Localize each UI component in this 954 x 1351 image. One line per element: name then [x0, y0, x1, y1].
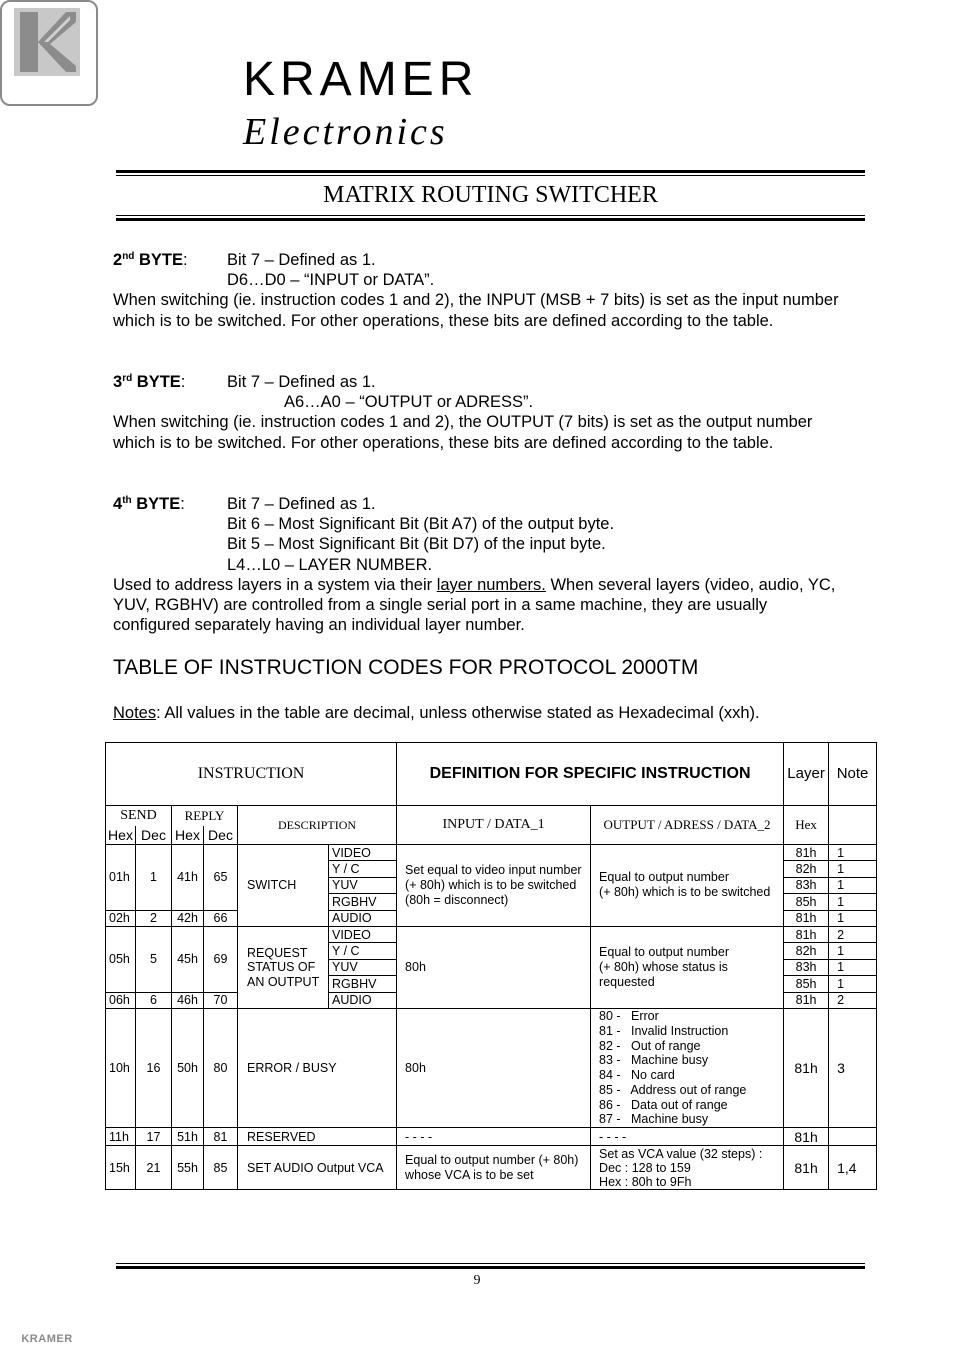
layer-header: Layer: [784, 743, 829, 806]
send-hex-header: Hex: [106, 826, 136, 845]
layer-hex-header: Hex: [784, 806, 829, 845]
header-rule-top: [116, 170, 865, 173]
reserved-reply-dec: 81: [204, 1128, 238, 1146]
description-header: DESCRIPTION: [238, 806, 397, 845]
error-output-codes: 80 - Error 81 - Invalid Instruction 82 - Out of range 83 - Machine busy 84 - No card 85 - Address out of range 86 - Data out of range 87 - Machine busy: [591, 1008, 784, 1127]
byte4-para-a: Used to address layers in a system via their: [113, 575, 437, 594]
byte3-section: [113, 372, 843, 453]
reserved-input-data: - - - -: [397, 1128, 591, 1146]
vca-send-dec: 21: [136, 1146, 172, 1190]
byte4-paragraph: [113, 575, 843, 636]
vca-reply-hex: 55h: [172, 1146, 204, 1190]
error-reply-dec: 80: [204, 1008, 238, 1127]
status-layer-note: 2: [829, 926, 877, 942]
status-audio-send-dec: 6: [136, 992, 172, 1008]
status-send-hex: 05h: [106, 926, 136, 992]
byte4-line2: Bit 6 – Most Significant Bit (Bit A7) of the output byte.: [227, 515, 615, 534]
header-rule-bottom-thin: [116, 215, 865, 216]
status-layer-name: AUDIO: [329, 992, 397, 1008]
vca-send-hex: 15h: [106, 1146, 136, 1190]
document-title: MATRIX ROUTING SWITCHER: [323, 182, 658, 208]
status-layer-name: RGBHV: [329, 976, 397, 992]
brand-name: KRAMER: [243, 53, 479, 106]
switch-description: SWITCH: [238, 845, 329, 927]
switch-layer-note: 1: [829, 861, 877, 877]
status-audio-reply-dec: 70: [204, 992, 238, 1008]
switch-layer-note: 1: [829, 845, 877, 861]
kramer-logo: [0, 0, 98, 1345]
switch-layer-note: 1: [829, 877, 877, 893]
byte3-line2: A6…A0 – “OUTPUT or ADRESS”.: [284, 393, 534, 412]
status-layer-name: VIDEO: [329, 926, 397, 942]
switch-audio-send-hex: 02h: [106, 910, 136, 926]
error-layer-hex: 81h: [784, 1008, 829, 1127]
footer-rule-thin: [116, 1263, 865, 1264]
byte3-colon: :: [180, 373, 186, 391]
byte4-para-b: When several layers (video, audio, YC, YUV, RGBHV) are controlled from a single serial port in a same machine, they are usually configured separately having an individual layer number.: [113, 575, 836, 635]
status-layer-hex: 83h: [784, 959, 829, 975]
page-number: 9: [473, 1273, 481, 1288]
switch-layer-hex: 83h: [784, 877, 829, 893]
reply-header: REPLY: [172, 806, 238, 826]
status-layer-hex: 85h: [784, 976, 829, 992]
byte3-sup: rd: [122, 373, 133, 384]
status-layer-name: Y / C: [329, 943, 397, 959]
reply-dec-header: Dec: [204, 826, 238, 845]
status-audio-reply-hex: 46h: [172, 992, 204, 1008]
instruction-header: INSTRUCTION: [106, 743, 397, 806]
byte2-paragraph: When switching (ie. instruction codes 1 and 2), the INPUT (MSB + 7 bits) is set as the input number which is to be switched. For other operations, these bits are defined according to the table.: [113, 291, 839, 330]
switch-send-dec: 1: [136, 845, 172, 911]
output-data-header: OUTPUT / ADRESS / DATA_2: [591, 806, 784, 845]
byte2-bit7: Bit 7 – Defined as 1.: [227, 251, 376, 269]
instruction-codes-table: [105, 742, 877, 1190]
error-send-hex: 10h: [106, 1008, 136, 1127]
status-layer-note: 1: [829, 943, 877, 959]
switch-audio-send-dec: 2: [136, 910, 172, 926]
byte4-num: 4: [113, 495, 123, 513]
switch-audio-reply-hex: 42h: [172, 910, 204, 926]
reserved-layer-hex: 81h: [784, 1128, 829, 1146]
status-description: REQUEST STATUS OF AN OUTPUT: [238, 926, 329, 1008]
byte4-bit7: Bit 7 – Defined as 1.: [227, 495, 376, 513]
switch-layer-hex: 82h: [784, 861, 829, 877]
switch-input-data: Set equal to video input number (+ 80h) which is to be switched (80h = disconnect): [397, 845, 591, 927]
status-layer-hex: 82h: [784, 943, 829, 959]
status-reply-dec: 69: [204, 926, 238, 992]
status-reply-hex: 45h: [172, 926, 204, 992]
status-send-dec: 5: [136, 926, 172, 992]
switch-reply-dec: 65: [204, 845, 238, 911]
note-subheader: [829, 806, 877, 845]
switch-layer-name: RGBHV: [329, 894, 397, 910]
logo-wordmark: KRAMER: [21, 1333, 73, 1345]
status-layer-note: 1: [829, 959, 877, 975]
byte2-line1: [113, 250, 843, 270]
switch-layer-hex: 81h: [784, 845, 829, 861]
switch-layer-name: AUDIO: [329, 910, 397, 926]
error-reply-hex: 50h: [172, 1008, 204, 1127]
input-data-header: INPUT / DATA_1: [397, 806, 591, 845]
switch-layer-name: VIDEO: [329, 845, 397, 861]
table-header-row-2: [106, 806, 877, 826]
error-note: 3: [829, 1008, 877, 1127]
byte2-num: 2: [113, 251, 123, 269]
byte3-line1: [113, 372, 843, 392]
switch-layer-name: Y / C: [329, 861, 397, 877]
status-layer-note: 1: [829, 976, 877, 992]
table-row: [106, 926, 877, 942]
header-rule-top-thin: [116, 175, 865, 176]
switch-layer-note: 1: [829, 910, 877, 926]
switch-layer-hex: 85h: [784, 894, 829, 910]
byte4-line4: L4…L0 – LAYER NUMBER.: [227, 555, 433, 574]
reserved-send-dec: 17: [136, 1128, 172, 1146]
byte4-colon: :: [180, 495, 185, 513]
status-layer-hex: 81h: [784, 992, 829, 1008]
byte3-num: 3: [113, 373, 123, 391]
byte4-section: [113, 494, 843, 635]
byte4-line1: [113, 494, 843, 514]
header-rule-bottom: [116, 218, 865, 221]
table-row: [106, 1128, 877, 1146]
error-description: ERROR / BUSY: [238, 1008, 397, 1127]
table-header-row-1: [106, 743, 877, 806]
byte4-word: BYTE: [131, 495, 181, 513]
status-layer-note: 2: [829, 992, 877, 1008]
switch-audio-reply-dec: 66: [204, 910, 238, 926]
byte2-sup: nd: [122, 251, 135, 262]
reply-hex-header: Hex: [172, 826, 204, 845]
vca-note: 1,4: [829, 1146, 877, 1190]
table-heading: TABLE OF INSTRUCTION CODES FOR PROTOCOL 2000TM: [113, 656, 699, 679]
byte2-line2: D6…D0 – “INPUT or DATA”.: [227, 271, 435, 290]
status-output-data: Equal to output number (+ 80h) whose status is requested: [591, 926, 784, 1008]
notes-label: Notes: [113, 704, 157, 722]
status-layer-hex: 81h: [784, 926, 829, 942]
reserved-output-data: - - - -: [591, 1128, 784, 1146]
switch-output-data: Equal to output number (+ 80h) which is to be switched: [591, 845, 784, 927]
reserved-description: RESERVED: [238, 1128, 397, 1146]
vca-input-data: Equal to output number (+ 80h) whose VCA is to be set: [397, 1146, 591, 1190]
reserved-note: [829, 1128, 877, 1146]
layer-numbers-link: layer numbers.: [436, 575, 546, 594]
switch-send-hex: 01h: [106, 845, 136, 911]
switch-layer-note: 1: [829, 894, 877, 910]
switch-layer-name: YUV: [329, 877, 397, 893]
byte4-line3: Bit 5 – Most Significant Bit (Bit D7) of the input byte.: [227, 535, 606, 554]
byte2-colon: :: [183, 251, 188, 269]
status-audio-send-hex: 06h: [106, 992, 136, 1008]
reserved-send-hex: 11h: [106, 1128, 136, 1146]
notes-text: : All values in the table are decimal, unless otherwise stated as Hexadecimal (xxh).: [156, 704, 760, 722]
byte3-paragraph: When switching (ie. instruction codes 1 and 2), the OUTPUT (7 bits) is set as the output number which is to be switched. For other operations, these bits are defined according to the table.: [113, 413, 813, 452]
byte2-section: [113, 250, 843, 331]
status-layer-name: YUV: [329, 959, 397, 975]
notes-line: [113, 703, 843, 723]
note-header: Note: [829, 743, 877, 806]
send-dec-header: Dec: [136, 826, 172, 845]
vca-layer-hex: 81h: [784, 1146, 829, 1190]
byte2-word: BYTE: [134, 251, 183, 269]
vca-output-data: Set as VCA value (32 steps) : Dec : 128 to 159 Hex : 80h to 9Fh: [591, 1146, 784, 1190]
error-send-dec: 16: [136, 1008, 172, 1127]
switch-reply-hex: 41h: [172, 845, 204, 911]
table-row: [106, 1146, 877, 1190]
byte3-word: BYTE: [132, 373, 181, 391]
byte3-bit7: Bit 7 – Defined as 1.: [227, 373, 376, 391]
byte4-sup: th: [122, 495, 132, 506]
footer-rule: [116, 1266, 865, 1269]
send-header: SEND: [106, 806, 172, 826]
table-row: [106, 1008, 877, 1127]
switch-layer-hex: 81h: [784, 910, 829, 926]
table-row: [106, 845, 877, 861]
error-input-data: 80h: [397, 1008, 591, 1127]
reserved-reply-hex: 51h: [172, 1128, 204, 1146]
vca-description: SET AUDIO Output VCA: [238, 1146, 397, 1190]
kramer-k-icon: [0, 0, 94, 102]
vca-reply-dec: 85: [204, 1146, 238, 1190]
definition-header: DEFINITION FOR SPECIFIC INSTRUCTION: [397, 743, 784, 806]
brand-subtitle: Electronics: [243, 111, 448, 153]
status-input-data: 80h: [397, 926, 591, 1008]
